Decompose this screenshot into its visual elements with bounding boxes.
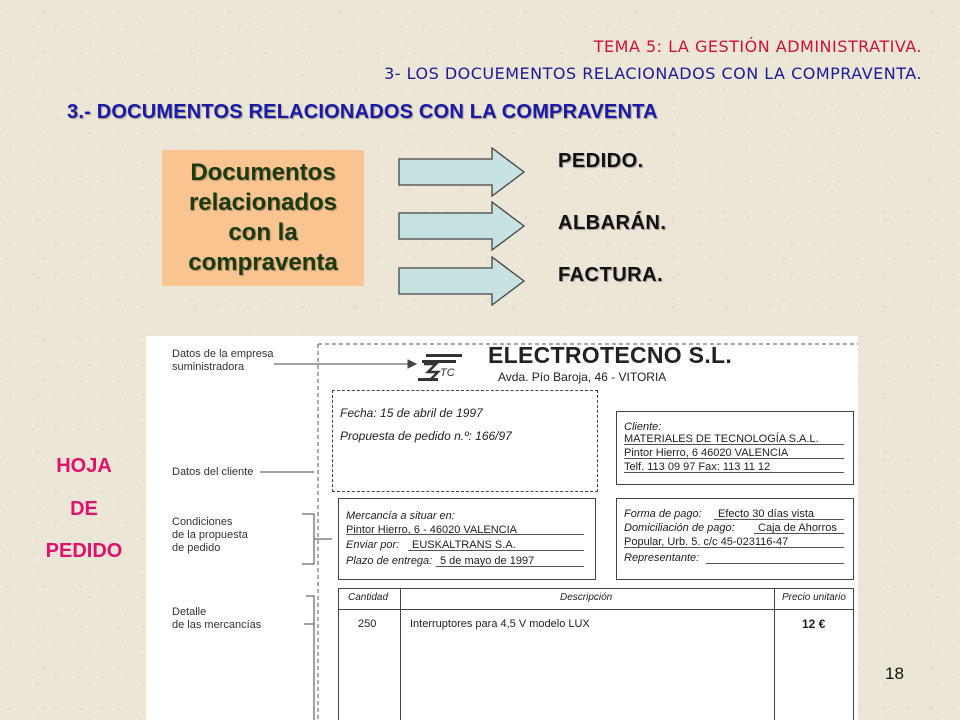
annotation-cliente: Datos del cliente (172, 466, 254, 478)
shipping-label: Mercancía a situar en: (346, 510, 455, 522)
order-number: Propuesta de pedido n.º: 166/97 (340, 429, 512, 443)
payment-method-label: Forma de pago: (624, 508, 702, 520)
documents-box-line: con la (228, 219, 298, 246)
table-header-precio: Precio unitario (782, 592, 846, 603)
delivery-value: 5 de mayo de 1997 (440, 555, 535, 567)
page-number: 18 (885, 664, 904, 683)
annotation-condiciones: Condiciones de la propuesta de pedido (172, 516, 248, 554)
side-label-line: HOJA (56, 455, 112, 477)
documents-box (162, 150, 364, 286)
arrow-right-icon (398, 147, 526, 197)
table-header-descripcion: Descripción (560, 592, 613, 603)
section-title: 3.- DOCUMENTOS RELACIONADOS CON LA COMPRAVENTA (67, 101, 658, 123)
arrow-right-icon (398, 201, 526, 251)
annotation-detalle: Detalle de las mercancías (172, 606, 262, 631)
doc-type-factura: FACTURA. (558, 264, 664, 286)
representative-label: Representante: (624, 552, 700, 564)
side-label-line: PEDIDO (45, 540, 123, 562)
annotation-empresa: Datos de la empresa suministradora (172, 348, 274, 373)
payment-domicile-value: Caja de Ahorros (758, 522, 837, 534)
client-name: MATERIALES DE TECNOLOGÍA S.A.L. (624, 433, 819, 445)
delivery-label: Plazo de entrega: (346, 555, 433, 567)
documents-box-line: Documentos (190, 159, 336, 186)
documents-box-line: relacionados (188, 189, 338, 216)
send-by-value: EUSKALTRANS S.A. (412, 539, 516, 551)
payment-method-value: Efecto 30 días vista (718, 508, 814, 520)
table-cell-quantity: 250 (358, 618, 377, 630)
arrow-right-icon (398, 256, 526, 306)
client-label: Cliente: (624, 421, 662, 433)
company-name: ELECTROTECNO S.L. (488, 342, 733, 368)
client-phones: Telf. 113 09 97 Fax: 113 11 12 (624, 461, 771, 473)
company-logo-icon (418, 352, 466, 386)
table-cell-price: 12 € (802, 617, 826, 631)
payment-domicile-label: Domiciliación de pago: (624, 522, 735, 534)
doc-type-pedido: PEDIDO. (558, 150, 644, 172)
shipping-address: Pintor Hierro, 6 - 46020 VALENCIA (346, 524, 517, 536)
header-topic: TEMA 5: LA GESTIÓN ADMINISTRATIVA. (593, 37, 922, 56)
header-subtopic: 3- LOS DOCUEMENTOS RELACIONADOS CON LA COMPRAVENTA. (384, 64, 922, 83)
side-label-line: DE (70, 498, 98, 520)
doc-type-albaran: ALBARÁN. (558, 212, 667, 234)
svg-text:TC: TC (440, 367, 455, 379)
send-by-label: Enviar por: (346, 539, 400, 551)
company-address: Avda. Pío Baroja, 46 - VITORIA (498, 370, 667, 384)
order-form-scan (146, 336, 858, 720)
order-date: Fecha: 15 de abril de 1997 (340, 406, 483, 420)
table-cell-description: Interruptores para 4,5 V modelo LUX (410, 618, 590, 630)
payment-domicile-value-2: Popular, Urb. 5. c/c 45-023116-47 (624, 536, 789, 548)
client-address: Pintor Hierro, 6 46020 VALENCIA (624, 447, 789, 459)
table-header-cantidad: Cantidad (348, 592, 389, 603)
documents-box-line: compraventa (188, 249, 338, 276)
